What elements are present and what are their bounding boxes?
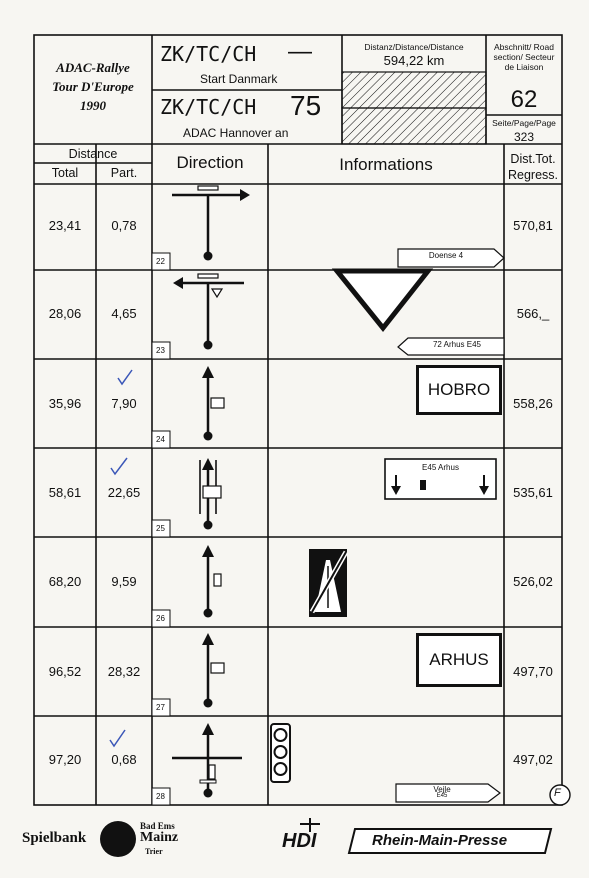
- row-25-num: 25: [156, 524, 165, 533]
- from-dash: —: [288, 38, 312, 65]
- col-part: Part.: [110, 166, 138, 180]
- page-value: 323: [513, 130, 535, 144]
- from-label: Start Danmark: [200, 72, 278, 86]
- sponsor-hdi: HDI: [282, 830, 317, 852]
- row-25-total: 58,61: [48, 485, 82, 500]
- row-26-regress: 526,02: [513, 574, 553, 589]
- motorway-sign-icon: [309, 549, 347, 617]
- sponsor-spielbank: Spielbank: [22, 830, 87, 846]
- col-distance: Distance: [68, 147, 118, 161]
- row-28-regress: 497,02: [513, 752, 553, 767]
- row-28-sign: Vejle: [433, 785, 451, 794]
- distance-value: 594,22 km: [383, 53, 445, 68]
- to-number: 75: [290, 90, 322, 121]
- from-code: ZK/TC/CH: [160, 42, 257, 66]
- row-22-sign: Doense 4: [428, 251, 464, 260]
- row-27-total: 96,52: [48, 664, 82, 679]
- col-total: Total: [51, 166, 79, 180]
- row-27-num: 27: [156, 703, 165, 712]
- row-22-regress: 570,81: [513, 218, 553, 233]
- row-25-sign: E45 Arhus: [422, 463, 459, 472]
- to-label: ADAC Hannover an: [183, 126, 289, 140]
- row-24-total: 35,96: [48, 396, 82, 411]
- row-26-num: 26: [156, 614, 165, 623]
- rally-subtitle-line: Tour D'Europe: [52, 79, 134, 94]
- row-22-part: 0,78: [111, 218, 137, 233]
- direction-diagram-26: [202, 545, 221, 618]
- row-25-part: 22,65: [107, 485, 141, 500]
- clover-logo-icon: [100, 821, 136, 857]
- row-26-part: 9,59: [111, 574, 137, 589]
- hatched-box-2: [342, 108, 486, 144]
- row-23-total: 28,06: [48, 306, 82, 321]
- direction-diagram-25: [200, 458, 221, 530]
- col-regress: Regress.: [507, 168, 559, 182]
- rally-title-line: ADAC-Rallye: [56, 60, 130, 75]
- row-26-total: 68,20: [48, 574, 82, 589]
- page-label: Seite/Page/Page: [492, 118, 556, 128]
- row-25-regress: 535,61: [513, 485, 553, 500]
- row-23-part: 4,65: [111, 306, 137, 321]
- row-23-num: 23: [156, 346, 165, 355]
- sponsor-bad-ems: Bad Ems: [140, 821, 175, 831]
- row-27-sign: ARHUS: [416, 633, 502, 687]
- rally-title: [36, 58, 150, 115]
- row-28-sign-sub: E45: [436, 793, 448, 799]
- direction-diagram-27: [202, 633, 224, 708]
- yield-sign-icon: [337, 271, 428, 328]
- rally-year-line: 1990: [80, 98, 106, 113]
- col-dist-tot: Dist.Tot.: [510, 152, 556, 166]
- row-24-sign: HOBRO: [416, 365, 502, 415]
- row-27-regress: 497,70: [513, 664, 553, 679]
- section-label: Abschnitt/ Road section/ Secteur de Liaison: [493, 42, 555, 72]
- col-informations: Informations: [339, 155, 433, 174]
- row-24-num: 24: [156, 435, 165, 444]
- row-28-num: 28: [156, 792, 165, 801]
- row-23-regress: 566,_: [516, 306, 550, 321]
- row-24-part: 7,90: [111, 396, 137, 411]
- col-direction: Direction: [176, 153, 244, 172]
- direction-diagram-24: [202, 366, 224, 441]
- row-24-regress: 558,26: [513, 396, 553, 411]
- to-code: ZK/TC/CH: [160, 95, 257, 119]
- sponsor-rhein-main-presse: Rhein-Main-Presse: [372, 832, 508, 849]
- direction-diagram-22: [172, 186, 250, 261]
- row-28-part: 0,68: [111, 752, 137, 767]
- sponsor-trier: Trier: [145, 847, 163, 856]
- traffic-light-icon: [271, 724, 290, 782]
- hatched-box-1: [342, 72, 486, 108]
- row-23-sign: 72 Arhus E45: [432, 340, 482, 349]
- section-value: 62: [510, 86, 538, 113]
- f-badge-label: F: [554, 787, 561, 799]
- sponsor-mainz: Mainz: [140, 830, 179, 845]
- row-22-total: 23,41: [48, 218, 82, 233]
- row-27-part: 28,32: [107, 664, 141, 679]
- direction-diagram-23: [173, 274, 244, 350]
- row-28-total: 97,20: [48, 752, 82, 767]
- distance-label: Distanz/Distance/Distance: [364, 42, 464, 52]
- direction-diagram-28: [172, 723, 242, 798]
- row-22-num: 22: [156, 257, 165, 266]
